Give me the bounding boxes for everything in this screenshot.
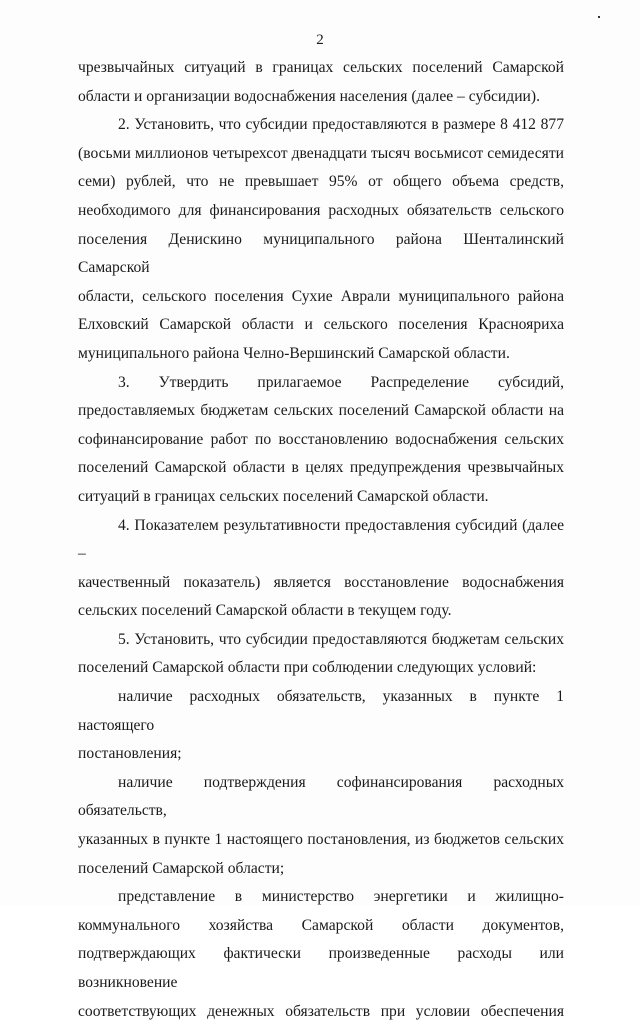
text-line-content: чрезвычайных ситуаций в границах сельских поселений Самарской (78, 59, 564, 76)
text-line-content: поселений Самарской области; (78, 859, 285, 877)
text-line (78, 940, 564, 997)
text-line-content: Елховский Самарской области и сельского поселения Краснояриха (78, 316, 564, 334)
text-line (78, 626, 564, 655)
text-line (78, 769, 564, 826)
text-line-content: софинансирование работ по восстановлению водоснабжения сельских (78, 430, 564, 448)
text-line (78, 140, 564, 169)
text-line-content: наличие расходных обязательств, указанных в пункте 1 настоящего (78, 688, 564, 734)
text-line-content: предоставляемых бюджетам сельских поселений Самарской области на (78, 402, 564, 420)
text-line-content: семи) рублей, что не превышает 95% от общего объема средств, (78, 173, 564, 191)
text-line-content: 2. Установить, что субсидии предоставляются в размере 8 412 877 (118, 116, 564, 134)
scan-speck (598, 16, 600, 18)
text-line (78, 454, 564, 483)
text-line (78, 226, 564, 283)
text-line-content: постановления; (78, 745, 182, 763)
text-line (78, 826, 564, 855)
text-line (78, 597, 564, 626)
text-line-content: соответствующих денежных обязательств при условии обеспечения (78, 1002, 564, 1020)
text-line-content: необходимого для финансирования расходных обязательств сельского (78, 201, 564, 219)
text-line (78, 855, 564, 884)
text-line (78, 369, 564, 398)
document-body (78, 54, 564, 1026)
text-line (78, 654, 564, 683)
text-line (78, 283, 564, 312)
text-line (78, 683, 564, 740)
text-line (78, 740, 564, 769)
text-line (78, 197, 564, 226)
text-line (78, 83, 564, 112)
text-line-content: подтверждающих фактически произведенные расходы или возникновение (78, 945, 564, 991)
text-line-content: (восьми миллионов четырехсот двенадцати тысяч восьмисот семидесяти (78, 144, 564, 162)
text-line-content: поселений Самарской области в целях предупреждения чрезвычайных (78, 459, 564, 477)
text-line (78, 340, 564, 369)
text-line (78, 883, 564, 912)
text-line-content: представление в министерство энергетики и жилищно- (118, 888, 564, 906)
text-line (78, 168, 564, 197)
text-line-content: поселений Самарской области при соблюдении следующих условий: (78, 659, 537, 677)
text-line (78, 397, 564, 426)
text-line (78, 111, 564, 140)
text-line-content: наличие подтверждения софинансирования расходных обязательств, (78, 773, 564, 820)
text-line (78, 483, 564, 512)
text-line (78, 569, 564, 598)
text-line (78, 912, 564, 941)
text-line-content: муниципального района Челно-Вершинский Самарской области. (78, 344, 510, 362)
text-line-content: 3. Утвердить прилагаемое Распределение субсидий, (118, 373, 564, 391)
text-line-content: ситуаций в границах сельских поселений Самарской области. (78, 487, 489, 505)
text-line-content: 5. Установить, что субсидии предоставляются бюджетам сельских (118, 630, 564, 648)
text-line-content: указанных в пункте 1 настоящего постановления, из бюджетов сельских (78, 831, 564, 849)
text-line (78, 54, 564, 83)
text-line (78, 512, 564, 569)
text-line-content: коммунального хозяйства Самарской области документов, (78, 916, 564, 934)
text-line-content: сельских поселений Самарской области в текущем году. (78, 602, 452, 620)
text-line-content: качественный показатель) является восстановление водоснабжения (78, 573, 564, 591)
text-line (78, 998, 564, 1026)
text-line (78, 426, 564, 455)
text-line-content: области и организации водоснабжения населения (далее – субсидии). (78, 87, 540, 105)
text-line-content: поселения Денискино муниципального района Шенталинский Самарской (78, 230, 564, 277)
text-line (78, 311, 564, 340)
page-number: 2 (316, 32, 324, 48)
text-line-content: 4. Показателем результативности предоставления субсидий (далее – (78, 516, 564, 563)
text-line-content: области, сельского поселения Сухие Аврали муниципального района (78, 287, 564, 305)
